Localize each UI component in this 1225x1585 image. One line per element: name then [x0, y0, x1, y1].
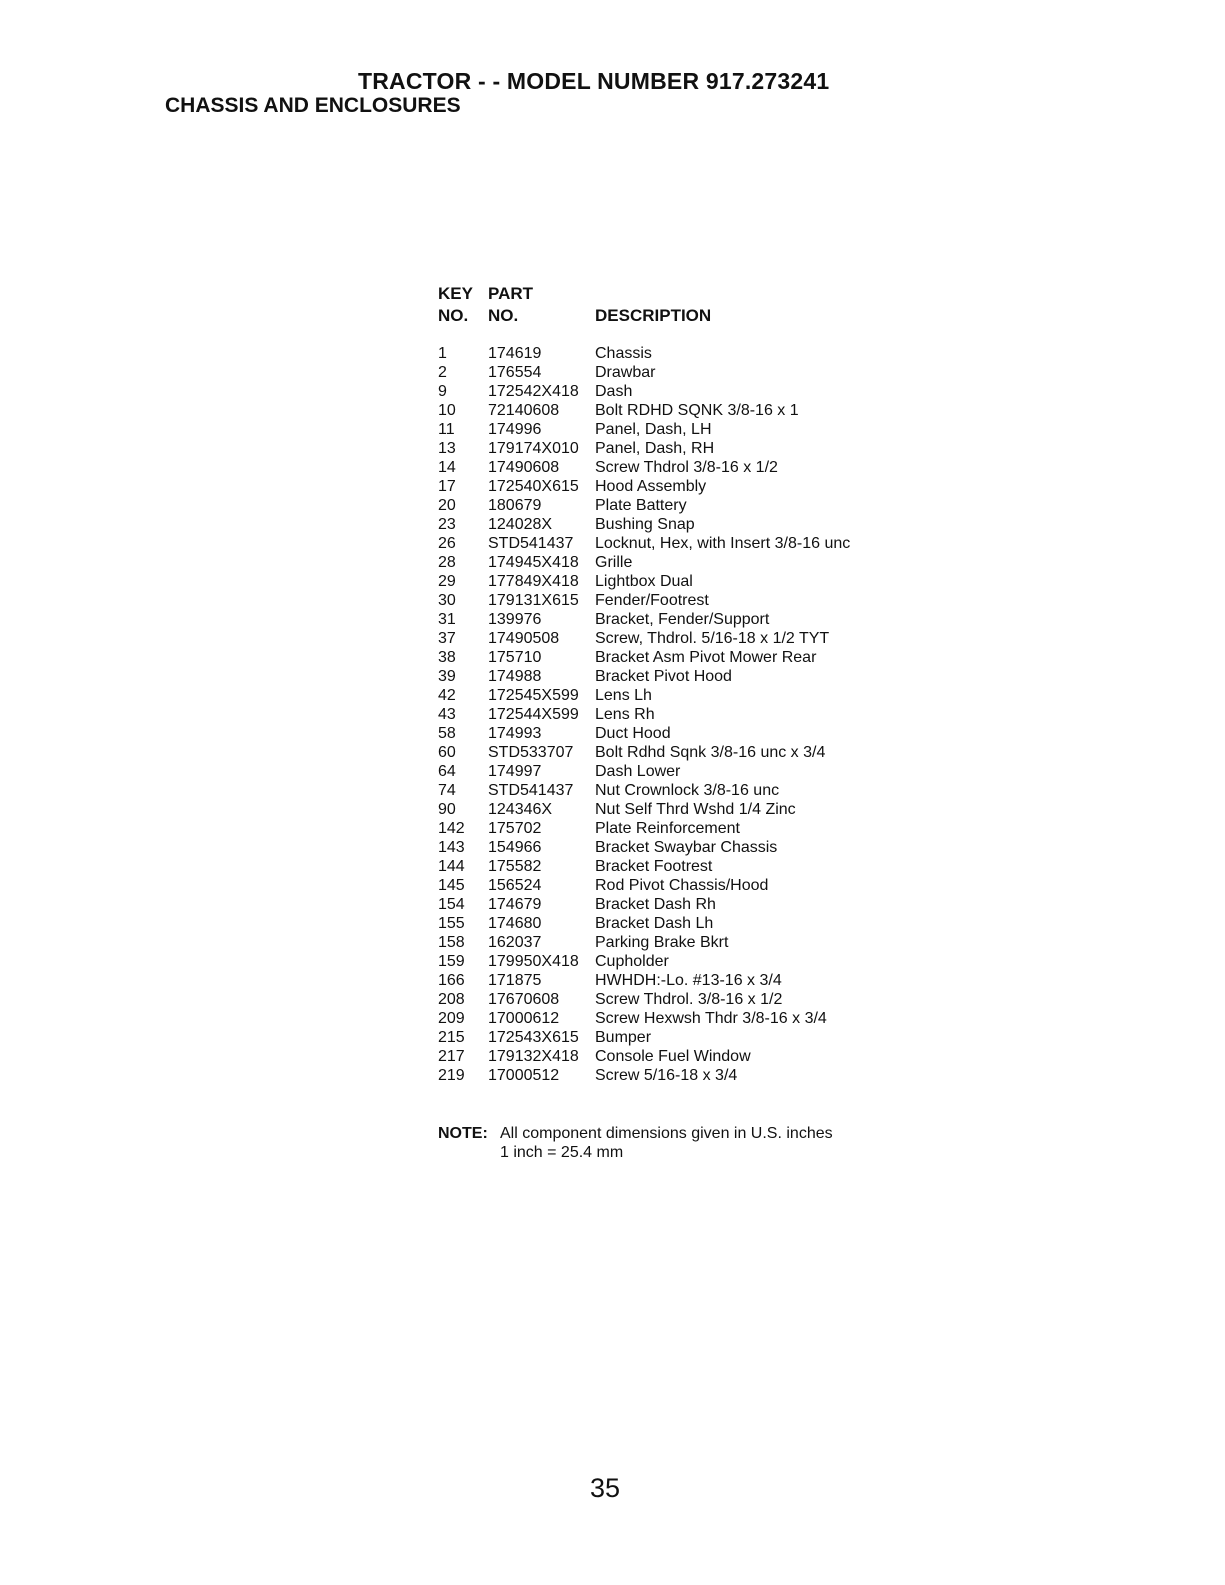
part-header-top: PART: [488, 284, 534, 303]
part-number: STD533707: [488, 744, 574, 761]
part-number: 172542X418: [488, 383, 579, 400]
part-description: Nut Self Thrd Wshd 1/4 Zinc: [595, 801, 796, 818]
part-description: Plate Reinforcement: [595, 820, 740, 837]
key-number: 209: [438, 1010, 465, 1027]
part-description: Panel, Dash, LH: [595, 421, 712, 438]
note-label: NOTE:: [438, 1125, 488, 1142]
key-number: 29: [438, 573, 456, 590]
key-number: 158: [438, 934, 465, 951]
part-number: 172545X599: [488, 687, 579, 704]
key-number: 217: [438, 1048, 465, 1065]
key-number: 2: [438, 364, 447, 381]
key-number: 208: [438, 991, 465, 1008]
part-number: 17490608: [488, 459, 560, 476]
key-number: 23: [438, 516, 456, 533]
part-description: Bracket Dash Lh: [595, 915, 714, 932]
key-header-top: KEY: [438, 284, 473, 303]
part-description: Console Fuel Window: [595, 1048, 751, 1065]
part-number: 174997: [488, 763, 542, 780]
part-number: 17670608: [488, 991, 560, 1008]
key-number: 58: [438, 725, 456, 742]
note-line-2: 1 inch = 25.4 mm: [500, 1144, 624, 1161]
part-number: 174993: [488, 725, 542, 742]
part-number: 172544X599: [488, 706, 579, 723]
key-number: 159: [438, 953, 465, 970]
part-number: 162037: [488, 934, 542, 951]
part-number: 17490508: [488, 630, 560, 647]
part-number: 175582: [488, 858, 542, 875]
part-number: 174988: [488, 668, 542, 685]
key-number: 166: [438, 972, 465, 989]
key-number: 10: [438, 402, 456, 419]
part-description: Grille: [595, 554, 633, 571]
key-number: 60: [438, 744, 456, 761]
part-description: HWHDH:-Lo. #13-16 x 3/4: [595, 972, 782, 989]
key-number: 9: [438, 383, 447, 400]
part-number: STD541437: [488, 782, 574, 799]
part-number: 175702: [488, 820, 542, 837]
part-number: 17000512: [488, 1067, 560, 1084]
key-number: 74: [438, 782, 456, 799]
part-number: 174680: [488, 915, 542, 932]
part-description: Dash: [595, 383, 633, 400]
key-number: 42: [438, 687, 456, 704]
key-number: 43: [438, 706, 456, 723]
part-number: 172540X615: [488, 478, 579, 495]
part-description: Bracket Asm Pivot Mower Rear: [595, 649, 817, 666]
key-number: 17: [438, 478, 456, 495]
key-number: 39: [438, 668, 456, 685]
part-description: Lens Rh: [595, 706, 655, 723]
key-number: 64: [438, 763, 456, 780]
part-number: 154966: [488, 839, 542, 856]
part-description: Parking Brake Bkrt: [595, 934, 729, 951]
key-number: 142: [438, 820, 465, 837]
part-number: 179174X010: [488, 440, 579, 457]
part-description: Bushing Snap: [595, 516, 695, 533]
part-description: Dash Lower: [595, 763, 681, 780]
part-number: 171875: [488, 972, 542, 989]
key-number: 1: [438, 345, 447, 362]
part-number: 139976: [488, 611, 542, 628]
part-number: 177849X418: [488, 573, 579, 590]
key-number: 28: [438, 554, 456, 571]
key-header-bottom: NO.: [438, 306, 469, 325]
part-number: 124346X: [488, 801, 553, 818]
key-number: 31: [438, 611, 456, 628]
key-number: 38: [438, 649, 456, 666]
part-description: Duct Hood: [595, 725, 671, 742]
key-number: 215: [438, 1029, 465, 1046]
part-number: 179132X418: [488, 1048, 579, 1065]
part-number: 174679: [488, 896, 542, 913]
part-number: 172543X615: [488, 1029, 579, 1046]
key-number: 219: [438, 1067, 465, 1084]
part-description: Nut Crownlock 3/8-16 unc: [595, 782, 780, 799]
part-number: 179131X615: [488, 592, 579, 609]
part-description: Bracket Pivot Hood: [595, 668, 732, 685]
part-number: 175710: [488, 649, 542, 666]
key-number: 145: [438, 877, 465, 894]
key-number: 37: [438, 630, 456, 647]
part-description: Bolt RDHD SQNK 3/8-16 x 1: [595, 402, 799, 419]
key-number: 13: [438, 440, 456, 457]
key-number: 155: [438, 915, 465, 932]
key-number: 30: [438, 592, 456, 609]
part-number: 156524: [488, 877, 542, 894]
key-number: 14: [438, 459, 456, 476]
part-number: 17000612: [488, 1010, 560, 1027]
key-number: 20: [438, 497, 456, 514]
part-number: 179950X418: [488, 953, 579, 970]
part-number: 176554: [488, 364, 542, 381]
part-description: Lens Lh: [595, 687, 652, 704]
part-description: Lightbox Dual: [595, 573, 693, 590]
key-number: 143: [438, 839, 465, 856]
part-description: Rod Pivot Chassis/Hood: [595, 877, 769, 894]
page-title: TRACTOR - - MODEL NUMBER 917.273241: [358, 68, 830, 94]
part-description: Cupholder: [595, 953, 669, 970]
part-number: 174619: [488, 345, 542, 362]
part-description: Bracket Footrest: [595, 858, 713, 875]
part-description: Screw Thdrol 3/8-16 x 1/2: [595, 459, 778, 476]
key-number: 26: [438, 535, 456, 552]
part-description: Hood Assembly: [595, 478, 707, 495]
part-description: Screw, Thdrol. 5/16-18 x 1/2 TYT: [595, 630, 830, 647]
part-header-bottom: NO.: [488, 306, 519, 325]
part-description: Screw 5/16-18 x 3/4: [595, 1067, 738, 1084]
part-description: Locknut, Hex, with Insert 3/8-16 unc: [595, 535, 851, 552]
part-number: 174945X418: [488, 554, 579, 571]
key-number: 11: [438, 421, 455, 438]
description-header: DESCRIPTION: [595, 306, 712, 325]
key-number: 154: [438, 896, 465, 913]
note-line-1: All component dimensions given in U.S. inches: [500, 1125, 833, 1142]
part-number: 174996: [488, 421, 542, 438]
part-description: Plate Battery: [595, 497, 687, 514]
page-number: 35: [590, 1473, 621, 1503]
part-description: Drawbar: [595, 364, 656, 381]
part-description: Bracket Dash Rh: [595, 896, 716, 913]
key-number: 90: [438, 801, 456, 818]
section-title: CHASSIS AND ENCLOSURES: [165, 94, 461, 117]
part-description: Fender/Footrest: [595, 592, 709, 609]
part-description: Bracket, Fender/Support: [595, 611, 770, 628]
part-description: Chassis: [595, 345, 652, 362]
key-number: 144: [438, 858, 465, 875]
part-description: Bracket Swaybar Chassis: [595, 839, 778, 856]
part-number: 180679: [488, 497, 542, 514]
part-description: Screw Hexwsh Thdr 3/8-16 x 3/4: [595, 1010, 827, 1027]
part-number: STD541437: [488, 535, 574, 552]
part-number: 72140608: [488, 402, 560, 419]
part-number: 124028X: [488, 516, 553, 533]
part-description: Bolt Rdhd Sqnk 3/8-16 unc x 3/4: [595, 744, 826, 761]
part-description: Bumper: [595, 1029, 652, 1046]
part-description: Panel, Dash, RH: [595, 440, 715, 457]
part-description: Screw Thdrol. 3/8-16 x 1/2: [595, 991, 783, 1008]
